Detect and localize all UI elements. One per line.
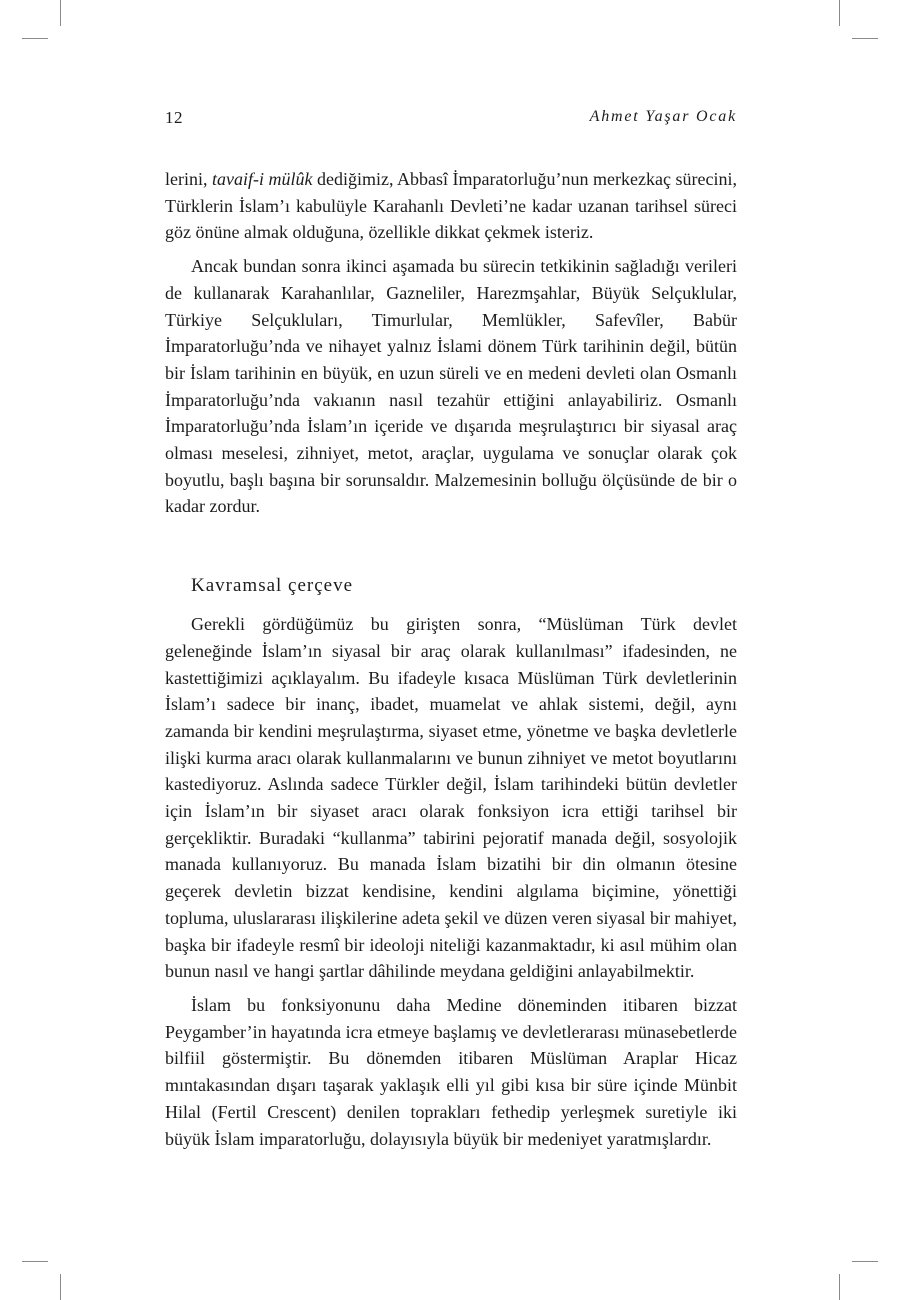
- paragraph: İslam bu fonksiyonunu daha Medine döneminden itibaren bizzat Peygamber’in hayatında icra etmeye başlamış ve devletlerarası münasebetlerde bilfiil göstermiştir. Bu dönemden itibaren Müslüman Araplar Hicaz mıntakasından dışarı taşarak yaklaşık elli yıl gibi kısa bir süre içinde Münbit Hilal (Fertil Crescent) denilen toprakları fethedip yerleşmek suretiyle iki büyük İslam imparatorluğu, dolayısıyla büyük bir medeniyet yaratmışlardır.: [165, 994, 737, 1149]
- crop-mark-bottom-right-vertical: [839, 1274, 840, 1300]
- body-text: [165, 166, 737, 1152]
- paragraph-lead: lerini,: [165, 169, 213, 189]
- crop-mark-top-right-horizontal: [852, 38, 878, 39]
- paragraph-continued: [165, 166, 737, 246]
- crop-mark-bottom-left-vertical: [60, 1274, 61, 1300]
- page-number: 12: [165, 108, 183, 127]
- paragraph: Ancak bundan sonra ikinci aşamada bu sürecin tetkikinin sağladığı verileri de kullanarak Karahanlılar, Gazneliler, Harezmşahlar, Büyük Selçuklular, Türkiye Selçukluları, Timurlular, Memlükler, Safevîler, Babür İmparatorluğu’nda ve nihayet yalnız İslami dönem Türk tarihinin değil, bütün bir İslam tarihinin en büyük, en uzun süreli ve en medeni devleti olan Osmanlı İmparatorluğu’nda vakıanın nasıl tezahür ettiğini anlayabiliriz. Osmanlı İmparatorluğu’nda İslam’ın içeride ve dışarıda meşrulaştırıcı bir siyasal araç olması meselesi, zihniyet, metot, araçlar, uygulama ve sonuçlar olarak çok boyutlu, başlı başına bir sorunsaldır. Malzemesinin bolluğu ölçüsünde de bir o kadar zordur.: [165, 256, 737, 517]
- crop-mark-top-left-horizontal: [22, 38, 48, 39]
- italic-term: tavaif-i mülûk: [212, 169, 313, 189]
- paragraph: Gerekli gördüğümüz bu girişten sonra, “Müslüman Türk devlet geleneğinde İslam’ın siyasal bir araç olarak kullanılması” ifadesinden, ne kastettiğimizi açıklayalım. Bu ifadeyle kısaca Müslüman Türk devletlerinin İslam’ı sadece bir inanç, ibadet, muamelat ve ahlak sistemi, değil, aynı zamanda bir kendini meşrulaştırma, siyaset etme, yönetme ve başka devletlerle ilişki kurma aracı olarak kullanmalarını ve bunun zihniyet ve metot boyutlarını kastediyoruz. Aslında sadece Türkler değil, İslam tarihindeki bütün devletler için İslam’ın bir siyaset aracı olarak fonksiyon icra ettiği tarihsel bir gerçekliktir. Buradaki “kullanma” tabirini pejoratif manada değil, sosyolojik manada kullanıyoruz. Bu manada İslam bizatihi bir din olmanın ötesine geçerek devletin bizzat kendisine, kendini algılama biçimine, yönettiği topluma, uluslararası ilişkilerine adeta şekil ve düzen veren siyasal bir mahiyet, başka bir ifadeyle resmî bir ideoloji niteliği kazanmaktadır, ki asıl mühim olan bunun nasıl ve hangi şartlar dâhilinde meydana geldiğini anlayabilmektir.: [165, 614, 737, 982]
- crop-mark-bottom-right-horizontal: [852, 1261, 878, 1262]
- section-heading: Kavramsal çerçeve: [191, 575, 354, 597]
- running-head-author: Ahmet Yaşar Ocak: [589, 108, 737, 125]
- page-header: [165, 108, 737, 132]
- crop-mark-top-right-vertical: [839, 0, 840, 26]
- crop-mark-bottom-left-horizontal: [22, 1261, 48, 1262]
- paragraph-rest: dediğimiz, Abbasî İmparatorluğu’nun merkezkaç sürecini, Türklerin İslam’ı kabulüyle Karahanlı Devleti’ne kadar uzanan tarihsel süreci göz önüne almak olduğuna, özellikle dikkat çekmek isteriz.: [165, 169, 737, 243]
- crop-mark-top-left-vertical: [60, 0, 61, 26]
